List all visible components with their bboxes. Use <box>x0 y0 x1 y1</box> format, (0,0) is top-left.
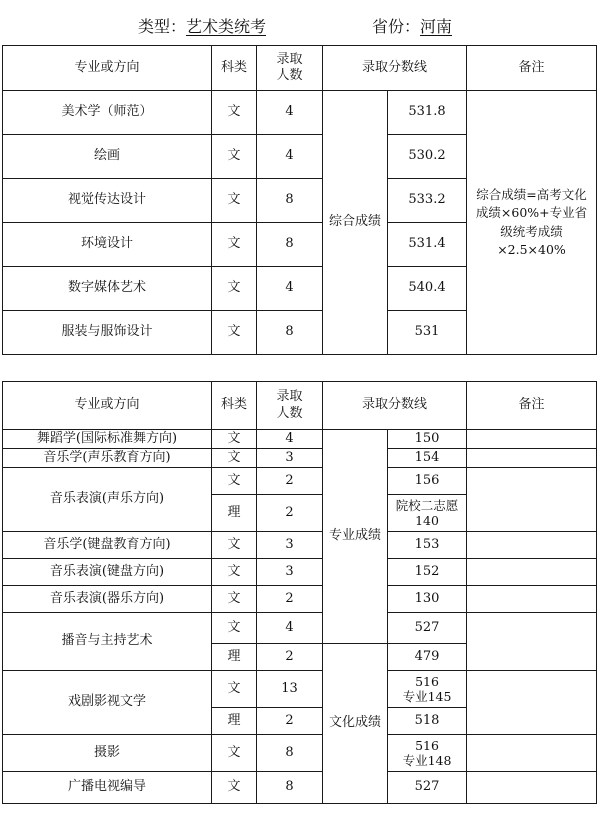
subject-cell: 文 <box>212 559 257 586</box>
province-label: 省份：河南 <box>372 17 453 36</box>
subject-cell: 文 <box>212 735 257 772</box>
subject-cell: 文 <box>212 135 257 179</box>
col-enroll-header: 录取 人数 <box>257 46 323 91</box>
subject-cell: 文 <box>212 671 257 708</box>
page-header <box>0 10 600 38</box>
major-cell: 播音与主持艺术 <box>3 613 212 671</box>
note-cell <box>467 671 597 735</box>
subject-cell: 文 <box>212 586 257 613</box>
major-cell: 环境设计 <box>3 223 212 267</box>
table-row <box>3 613 597 644</box>
method-cell-culture: 文化成绩 <box>323 644 388 804</box>
col-note-header: 备注 <box>467 382 597 430</box>
col-enroll-header: 录取 人数 <box>257 382 323 430</box>
count-cell: 8 <box>257 735 323 772</box>
subject-cell: 文 <box>212 430 257 449</box>
method-cell: 综合成绩 <box>323 91 388 355</box>
major-cell: 服装与服饰设计 <box>3 311 212 355</box>
table-header-row <box>3 382 597 430</box>
col-subject-header: 科类 <box>212 382 257 430</box>
score-cell: 479 <box>388 644 467 671</box>
table-comprehensive <box>2 45 597 355</box>
note-cell <box>467 468 597 532</box>
subject-cell: 文 <box>212 311 257 355</box>
count-cell: 8 <box>257 223 323 267</box>
type-label: 类型：艺术类统考 <box>138 17 267 36</box>
major-cell: 音乐表演(声乐方向) <box>3 468 212 532</box>
count-cell: 2 <box>257 495 323 532</box>
count-cell: 3 <box>257 449 323 468</box>
table-row <box>3 559 597 586</box>
score-cell: 516 专业148 <box>388 735 467 772</box>
count-cell: 2 <box>257 644 323 671</box>
major-cell: 绘画 <box>3 135 212 179</box>
col-subject-header: 科类 <box>212 46 257 91</box>
score-cell: 院校二志愿 140 <box>388 495 467 532</box>
count-cell: 4 <box>257 91 323 135</box>
table-header-row <box>3 46 597 91</box>
count-cell: 4 <box>257 267 323 311</box>
major-cell: 戏剧影视文学 <box>3 671 212 735</box>
score-cell: 531.8 <box>388 91 467 135</box>
count-cell: 8 <box>257 179 323 223</box>
count-cell: 3 <box>257 559 323 586</box>
major-cell: 数字媒体艺术 <box>3 267 212 311</box>
subject-cell: 理 <box>212 495 257 532</box>
score-cell: 152 <box>388 559 467 586</box>
score-cell: 531 <box>388 311 467 355</box>
score-cell: 154 <box>388 449 467 468</box>
score-cell: 518 <box>388 708 467 735</box>
count-cell: 2 <box>257 708 323 735</box>
major-cell: 音乐学(声乐教育方向) <box>3 449 212 468</box>
col-score-header: 录取分数线 <box>323 382 467 430</box>
count-cell: 2 <box>257 586 323 613</box>
count-cell: 4 <box>257 613 323 644</box>
table-row <box>3 532 597 559</box>
subject-cell: 文 <box>212 772 257 804</box>
score-cell: 516 专业145 <box>388 671 467 708</box>
subject-cell: 文 <box>212 223 257 267</box>
major-cell: 摄影 <box>3 735 212 772</box>
table-professional <box>2 381 597 804</box>
type-value: 艺术类统考 <box>186 17 267 36</box>
note-cell <box>467 430 597 449</box>
major-cell: 音乐学(键盘教育方向) <box>3 532 212 559</box>
note-cell <box>467 586 597 613</box>
subject-cell: 文 <box>212 91 257 135</box>
major-cell: 音乐表演(键盘方向) <box>3 559 212 586</box>
method-cell-pro: 专业成绩 <box>323 430 388 644</box>
col-note-header: 备注 <box>467 46 597 91</box>
table-row <box>3 430 597 449</box>
table-row <box>3 91 597 135</box>
col-score-header: 录取分数线 <box>323 46 467 91</box>
major-cell: 舞蹈学(国际标准舞方向) <box>3 430 212 449</box>
note-cell <box>467 559 597 586</box>
score-cell: 530.2 <box>388 135 467 179</box>
note-cell <box>467 772 597 804</box>
table-row <box>3 586 597 613</box>
subject-cell: 文 <box>212 613 257 644</box>
table-row <box>3 735 597 772</box>
subject-cell: 文 <box>212 468 257 495</box>
count-cell: 4 <box>257 135 323 179</box>
subject-cell: 文 <box>212 449 257 468</box>
subject-cell: 文 <box>212 179 257 223</box>
count-cell: 4 <box>257 430 323 449</box>
table-row <box>3 449 597 468</box>
subject-cell: 理 <box>212 644 257 671</box>
major-cell: 广播电视编导 <box>3 772 212 804</box>
score-cell: 156 <box>388 468 467 495</box>
count-cell: 8 <box>257 311 323 355</box>
note-cell <box>467 449 597 468</box>
table-row <box>3 772 597 804</box>
score-cell: 540.4 <box>388 267 467 311</box>
score-cell: 533.2 <box>388 179 467 223</box>
note-cell: 综合成绩=高考文化成绩×60%+专业省级统考成绩×2.5×40% <box>467 91 597 355</box>
province-value: 河南 <box>420 17 453 36</box>
note-cell <box>467 735 597 772</box>
score-cell: 527 <box>388 613 467 644</box>
count-cell: 2 <box>257 468 323 495</box>
score-cell: 130 <box>388 586 467 613</box>
count-cell: 8 <box>257 772 323 804</box>
score-cell: 153 <box>388 532 467 559</box>
col-major-header: 专业或方向 <box>3 382 212 430</box>
major-cell: 美术学（师范） <box>3 91 212 135</box>
score-cell: 150 <box>388 430 467 449</box>
score-cell: 531.4 <box>388 223 467 267</box>
count-cell: 3 <box>257 532 323 559</box>
table-row <box>3 468 597 495</box>
subject-cell: 理 <box>212 708 257 735</box>
col-major-header: 专业或方向 <box>3 46 212 91</box>
major-cell: 视觉传达设计 <box>3 179 212 223</box>
count-cell: 13 <box>257 671 323 708</box>
subject-cell: 文 <box>212 532 257 559</box>
note-cell <box>467 613 597 671</box>
score-cell: 527 <box>388 772 467 804</box>
major-cell: 音乐表演(器乐方向) <box>3 586 212 613</box>
subject-cell: 文 <box>212 267 257 311</box>
table-row <box>3 671 597 708</box>
note-cell <box>467 532 597 559</box>
